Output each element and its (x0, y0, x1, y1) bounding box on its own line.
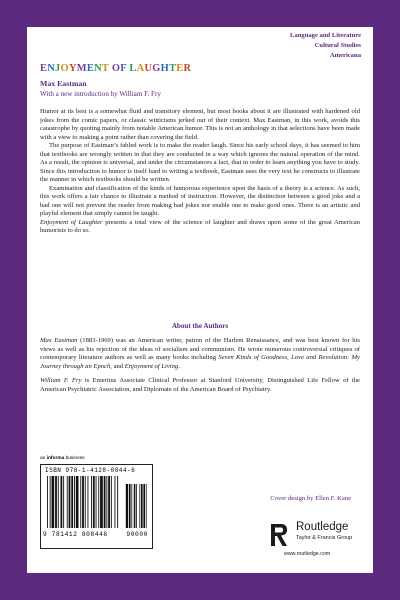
publisher-logo (268, 521, 368, 561)
bio-title-last: Enjoyment of Living (124, 362, 179, 370)
barcode-addon-bar (136, 484, 137, 528)
barcode-bar (52, 476, 55, 528)
publisher-url: www.routledge.com (284, 551, 331, 557)
barcode-addon-bar (131, 484, 132, 528)
barcode-bar (115, 476, 116, 528)
barcode-bar (91, 476, 92, 528)
tagline-brand: informa (46, 456, 65, 461)
barcode-bar (106, 476, 107, 528)
publisher-group: Taylor & Francis Group (296, 535, 353, 541)
title-letter: G (152, 63, 161, 74)
author-bios (40, 337, 360, 400)
bio-text: , and (110, 362, 125, 370)
introduction-credit: With a new introduction by William F. Fry (40, 90, 161, 98)
title-letter: H (160, 63, 170, 74)
subject-categories (290, 31, 361, 61)
description-fragment: presents a total view of the science of laughter and draws upon some of the great American humorists to do so. (40, 218, 360, 234)
author-name: Max Eastman (40, 79, 87, 88)
barcode-bar (58, 476, 59, 528)
routledge-r-icon (268, 522, 290, 548)
barcode-bar (80, 476, 81, 528)
description-text (40, 108, 360, 236)
title-letter: F (120, 63, 127, 74)
description-paragraph: The purpose of Eastman’s fabled work is to make the reader laugh. Since his early school days, it has seemed to him that textbooks are wrongly written in that they are conducted in a way which ignores the natural operation of the mind. As a result, the opinion is universal, and under the circumstances a fact, that in order to learn anything you have to study. Since this introduction to humor is itself hard to writing a textbook, Eastman uses the very text he constructs to illustrate the manner in which textbooks should be written. (40, 142, 360, 183)
informa-tagline (40, 456, 85, 461)
barcode-bar (55, 476, 57, 528)
tagline-prefix: an (40, 456, 47, 461)
title-letter: E (86, 63, 95, 74)
bio-name: Max Eastman (40, 337, 78, 344)
description-paragraph: Examination and classification of the kinds of humorous experience upon the basis of a theory is a science. As such, this work offers a fair chance to illustrate a method of instruction. However, the distinction between a good joke and a bad one will not prevent the reader from making bad jokes nor enable one to make good ones. There is an artistic and playful element that simply cannot be taught. (40, 184, 360, 217)
ean-digits: 9 781412 808446 (43, 531, 108, 538)
category-cultural-studies: Cultural Studies (314, 42, 361, 49)
barcode-bar (108, 476, 110, 528)
barcode-bar (61, 476, 63, 528)
barcode-bar (63, 476, 64, 528)
barcode-addon-bar (146, 484, 147, 528)
title-letter: T (101, 63, 109, 74)
barcode-bar (117, 476, 118, 528)
category-language-literature: Language and Literature (290, 32, 361, 39)
book-title (40, 63, 191, 74)
bio-name: William F. Fry (40, 377, 82, 384)
barcode-bar (47, 476, 48, 528)
title-letter: Y (68, 63, 77, 74)
barcode-graphic (43, 476, 149, 530)
category-americana: Americana (329, 52, 361, 59)
barcode-bar (74, 476, 75, 528)
publisher-name: Routledge (296, 521, 349, 533)
barcode-addon-bar (139, 484, 140, 528)
title-letter: E (40, 63, 48, 74)
bio-eastman (40, 337, 360, 371)
barcode-addon-bar (134, 484, 136, 528)
title-letter: N (47, 63, 56, 74)
book-title-italic: Enjoyment of Laughter (40, 218, 103, 226)
barcode-addon-bar (126, 484, 128, 528)
barcode-bar (85, 476, 86, 528)
description-paragraph (40, 219, 360, 236)
isbn-number: ISBN 978-1-4128-0844-6 (45, 467, 136, 474)
title-letter: E (176, 63, 184, 74)
bio-text: . (178, 362, 180, 370)
barcode-bar (71, 476, 73, 528)
bio-titles: Seven Kinds of Goodness, Love and Revolution: My Journey through an Epoch (40, 354, 360, 370)
description-paragraph: Humor at its best is a somewhat fluid and transitory element, but most books about it are illustrated with hardened old jokes from the comic papers, or classic witticisms jerked out of their context. Max Eastman, in this work, avoids this catastrophe by quoting mainly from notable American humor. This is not an anthology in that selections have been made with a view to making a point rather than covering the field. (40, 108, 360, 141)
isbn-barcode (40, 464, 153, 549)
title-letter: O (111, 63, 121, 74)
back-cover-panel (27, 27, 373, 573)
cover-design-credit: Cover design by Ellen F. Kane (270, 495, 351, 502)
addon-digits: 90000 (126, 531, 148, 538)
bio-fry (40, 377, 360, 394)
barcode-addon-bar (129, 484, 131, 528)
barcode-bar (98, 476, 99, 528)
about-authors-heading: About the Authors (171, 322, 229, 330)
barcode-bar (69, 476, 71, 528)
barcode-bar (100, 476, 103, 528)
barcode-bar (93, 476, 95, 528)
barcode-bar (50, 476, 51, 528)
title-letter: L (129, 63, 137, 74)
title-letter: O (60, 63, 69, 74)
barcode-bar (96, 476, 97, 528)
title-letter: T (169, 63, 177, 74)
barcode-addon-bar (143, 484, 145, 528)
title-letter: U (144, 63, 153, 74)
title-letter: R (183, 63, 192, 74)
barcode-digits (43, 531, 148, 538)
title-letter: A (136, 63, 145, 74)
bio-text: (1883-1969) was an American writer, patron of the Harlem Renaissance, and was best known for his views as well as his rejection of the ideas of socialism and communism. He wrote numerous controversial critiques of contemporary literature authors as well as many books including (40, 337, 360, 361)
barcode-bar (111, 476, 112, 528)
barcode-bar (76, 476, 79, 528)
barcode-bar (82, 476, 84, 528)
barcode-addon-bar (141, 484, 143, 528)
tagline-suffix: business (64, 456, 85, 461)
barcode-bar (104, 476, 106, 528)
title-letter: M (76, 63, 87, 74)
title-letter: N (94, 63, 102, 74)
title-letter: J (55, 63, 61, 74)
barcode-bar (67, 476, 68, 528)
barcode-bar (88, 476, 89, 528)
bio-text: is Emeritus Associate Clinical Professor at Stanford University, Distinguished Life Fellow of the American Psychiatric Association, and Diplomate of the American Board of Psychiatry. (40, 377, 360, 393)
